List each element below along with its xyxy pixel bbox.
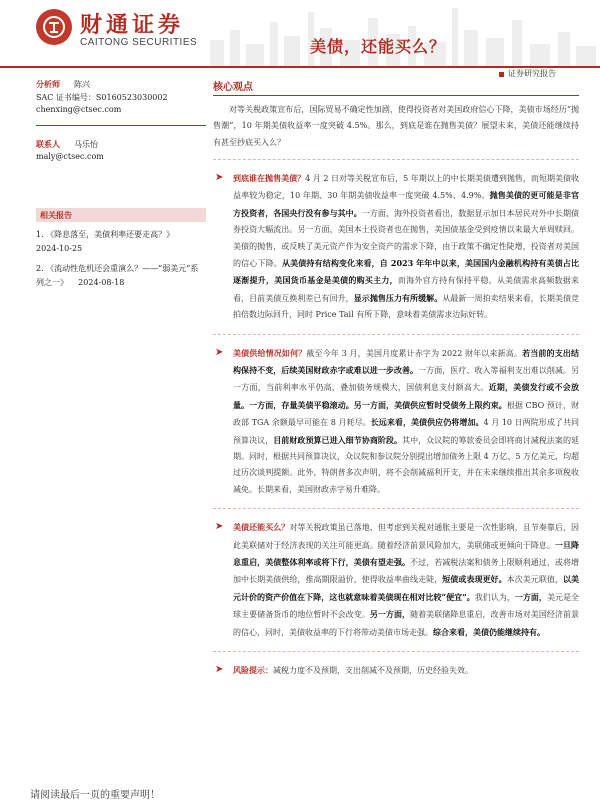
related-report-title[interactable]: 1. 《降息落至，美债利率还要走高？》 [36, 229, 175, 239]
paragraph-emphasis: 抛售美债的更可能是非官方投资者，各国央行没有参与其中。 [233, 190, 580, 218]
paragraph-lead: 美债还能买么？ [233, 522, 290, 533]
paragraph-divider [213, 159, 579, 160]
paragraph-emphasis: 长远来看，美债供应仍将增加。 [370, 417, 484, 428]
paragraph-text: 一方面，医疗、收入等福利支出难以削减。另一方面，当前利率水平仍高，叠加债务规模大，国债利息支付额高大。 [233, 365, 579, 393]
analyst-email: chenxing@ctsec.com [36, 105, 122, 114]
paragraph-lead: 美债供给情况如何？ [233, 347, 307, 358]
contact-role: 联系人 [36, 138, 60, 149]
brand-name: 财通证券 [80, 13, 185, 38]
related-report-item[interactable] [36, 228, 206, 256]
paragraph-text: 一方面，海外投资者看出，数据显示加日本居民对外中长期债券投资大幅流出。另一方面，美国本土投资者也在抛售，美国债基金受到疫情以来最大单周赎回。美债的抛售，或反映了美元资产作为安全资产的需求下降，由于政策不确定性陡增，投资者对美国的信心下降。 [233, 208, 580, 268]
paragraph-text: 根据 CBO 预计，财政部 TGA 余额最早可能在 8 月耗尽。 [233, 400, 579, 428]
paragraph-emphasis: 以美元计价的资产价值在下降，这也就意味着美债现在相对比较“便宜”。 [233, 574, 580, 602]
related-report-title-text[interactable]: 2. 《流动性危机还会重演么？——“弱美元”系列之一》 [36, 263, 199, 287]
contact-name: 马乐怡 [74, 139, 98, 149]
paragraph-text: 本次美元联值， [506, 575, 563, 585]
analyst-role: 分析师 [36, 79, 60, 89]
paragraph-can-buy [213, 519, 579, 641]
paragraph-emphasis: 显示抛售压力有所缓解。 [353, 292, 443, 303]
related-report-date: 2024-10-25 [36, 243, 83, 253]
sidebar-divider [36, 125, 206, 126]
paragraph-emphasis: 目前财政预算已进入细节协商阶段。 [273, 434, 403, 445]
brand-english-name: CAITONG SECURITIES [80, 37, 198, 48]
paragraph-text: 4 月 2 日对等关税宣布后，5 年期以上的中长期美债遭到抛售，而短期美债收益率较为稳定，10 年期、30 年期美债收益率一度突破 4.5%、4.9%。 [233, 173, 579, 201]
risk-lead: 风险提示： [233, 665, 273, 676]
paragraph-text: 对等关税政策虽已落地，但考虑到关税对通胀主要是一次性影响，且节奏靠后，因此美联储对于经济表现的关注可能更高。随着经济前景风险加大，美联储或更倾向于降息。 [233, 523, 580, 550]
paragraph-emphasis: 若当前的支出结构保持不变，后续美国财政赤字或难以进一步改善。 [233, 347, 580, 375]
arrow-bullet-icon: ➤ [215, 664, 224, 676]
analyst-block [36, 78, 206, 117]
square-bullet-icon [499, 72, 504, 77]
paragraph-risk [213, 662, 579, 679]
footer-disclaimer-note: 请阅读最后一页的重要声明！ [30, 790, 160, 800]
arrow-bullet-icon: ➤ [215, 171, 224, 183]
contact-block [36, 138, 206, 164]
report-title: 美债，还能买么？ [309, 37, 446, 56]
paragraph-emphasis: 一方面， [514, 591, 547, 602]
company-logo-icon [36, 9, 72, 45]
paragraph-text: 美元是全球主要储备货币的地位暂时不会改变。 [233, 592, 580, 620]
paragraph-divider [213, 651, 579, 652]
arrow-bullet-icon: ➤ [215, 346, 224, 358]
risk-text: 减税力度不及预期，支出削减不及预期，历史经验失效。 [273, 666, 473, 676]
paragraph-emphasis: 另一方面， [369, 609, 411, 620]
sidebar [36, 78, 206, 290]
paragraph-emphasis: 从美债持有结构变化来看，自 2023 年年中以来，美国国内金融机构持有美债占比逐渐提升，美国货币基金是美债的购买主力， [233, 257, 580, 286]
paragraph-who-sells [213, 170, 579, 324]
paragraph-text: 而海外官方持有保持平稳。从美债需求高频数据来看，目前美债互换利差已有回升， [233, 276, 580, 303]
paragraph-text: 4 月 10 日两院形成了共同预算决议， [233, 418, 580, 445]
paragraph-emphasis: 短债或表现更好。 [442, 574, 507, 585]
related-reports-heading: 相关报告 [36, 208, 206, 222]
analyst-cert: SAC 证书编号：S0160523030002 [36, 92, 168, 102]
contact-email: maly@ctsec.com [36, 152, 104, 161]
paragraph-text: 不过，若减税法案和债务上限顺利通过，或将增加中长期美债供给，推高期限溢价，使得收益率曲线走陡， [233, 558, 579, 585]
paragraph-divider [213, 334, 579, 335]
paragraph-emphasis: 一旦降息重启，美债整体利率或将下行，美债有望走强。 [233, 539, 580, 568]
paragraph-supply [213, 345, 579, 499]
paragraph-divider [213, 508, 579, 509]
main-content [213, 78, 579, 679]
related-report-title[interactable] [36, 262, 206, 290]
paragraph-text: 随着美联储降息重启，改善市场对美国经济前景的信心，同时，美债收益率的下行将带动美债市场走强。 [233, 610, 580, 637]
paragraph-text: 我们认为， [474, 592, 515, 602]
section-title: 核心观点 [213, 78, 579, 96]
paragraph-text: 从最新一周拍卖结果来看，长期美债竞拍倍数边际回升，同时 Price Tail 有所下降，意味着美债需求边际好转。 [233, 293, 580, 320]
intro-paragraph: 对等关税政策宣布后，国际贸易不确定性加剧，使得投资者对美国政府信心下降，美债市场经历“抛售潮”，10 年期美债收益率一度突破 4.5%。那么，到底是谁在抛售美债？展望未来，美债还能继续持有甚至抄底买入么？ [213, 105, 579, 147]
paragraph-lead: 到底谁在抛售美债？ [233, 172, 306, 183]
analyst-name: 陈兴 [74, 80, 90, 89]
paragraph-text: 其中，众议院的筹款委员会即将商讨减税法案的延期。同时，根据共同预算决议，众议院和参议院分别提出增加债务上限 4 万亿、5 万亿美元，均超过历次谈判提额。此外，特朗普多次声明，将不会削减福利开支，并在未来继续推出其余多项税收减免。长期来看，美国财政赤字易升难降。 [233, 435, 580, 494]
related-report-item[interactable] [36, 262, 206, 290]
related-report-date: 2024-08-18 [78, 277, 125, 287]
report-type-text: 证券研究报告 [508, 69, 556, 78]
report-header [0, 0, 600, 66]
paragraph-text: 截至今年 3 月，美国月度累计赤字为 2022 财年以来新高。 [306, 348, 523, 358]
paragraph-emphasis: 综合来看，美债仍能继续持有。 [433, 626, 545, 637]
arrow-bullet-icon: ➤ [215, 521, 224, 533]
paragraph-emphasis: 近期，美债发行或不会放量。一方面，存量美债平稳滚动。另一方面，美债供应暂时受债务上限约束。 [233, 382, 580, 410]
